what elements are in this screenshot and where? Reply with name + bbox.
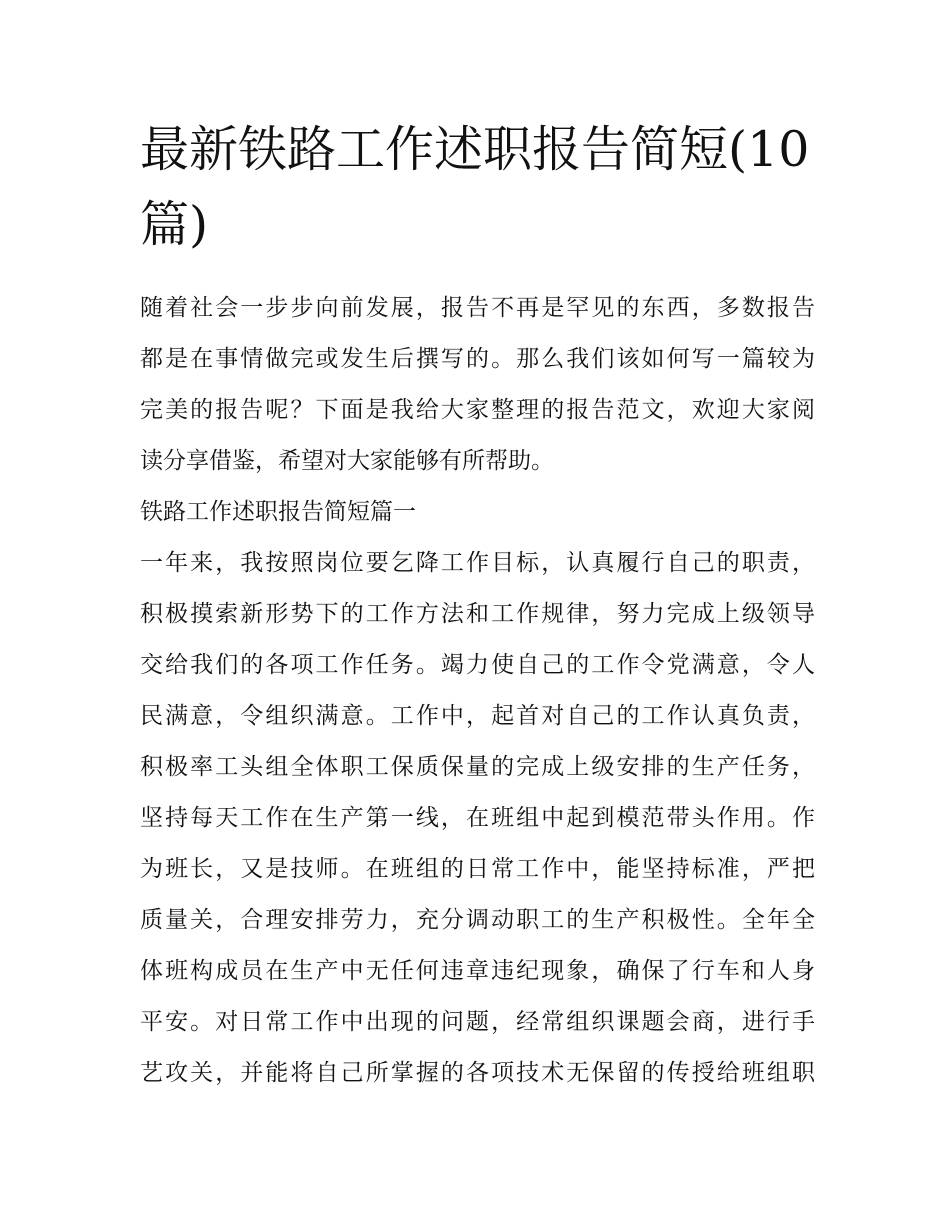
section-line: 平安。对日常工作中出现的问题，经常组织课题会商，进行手 [140,1009,815,1035]
section-line: 为班长，又是技师。在班组的日常工作中，能坚持标准，严把 [140,856,815,882]
section-line: 艺攻关，并能将自己所掌握的各项技术无保留的传授给班组职 [140,1060,815,1086]
section-heading [140,487,815,538]
title-line-2: 篇) [140,196,209,253]
section-line: 体班构成员在生产中无任何违章违纪现象，确保了行车和人身 [140,958,815,984]
section-line: 质量关，合理安排劳力，充分调动职工的生产积极性。全年全 [140,907,815,933]
intro-paragraph [140,283,815,487]
document-title [140,112,815,262]
section-line: 坚持每天工作在生产第一线，在班组中起到模范带头作用。作 [140,805,815,831]
intro-line: 读分享借鉴，希望对大家能够有所帮助。 [140,448,554,474]
intro-line: 完美的报告呢？下面是我给大家整理的报告范文，欢迎大家阅 [140,397,815,423]
intro-line: 随着社会一步步向前发展，报告不再是罕见的东西，多数报告 [140,295,815,321]
intro-line: 都是在事情做完或发生后撰写的。那么我们该如何写一篇较为 [140,346,815,372]
section-paragraph [140,538,815,1099]
section-line: 积极摸索新形势下的工作方法和工作规律，努力完成上级领导 [140,601,815,627]
section-line: 积极率工头组全体职工保质保量的完成上级安排的生产任务， [140,754,815,780]
title-line-1: 最新铁路工作述职报告简短(10 [140,121,810,178]
section-line: 交给我们的各项工作任务。竭力使自己的工作令党满意，令人 [140,652,815,678]
section-line: 民满意，令组织满意。工作中，起首对自己的工作认真负责， [140,703,815,729]
section-line: 一年来，我按照岗位要乞降工作目标，认真履行自己的职责， [140,550,815,576]
document-page [140,112,815,1099]
section-heading-text: 铁路工作述职报告简短篇一 [140,499,416,525]
document-body [140,283,815,1099]
